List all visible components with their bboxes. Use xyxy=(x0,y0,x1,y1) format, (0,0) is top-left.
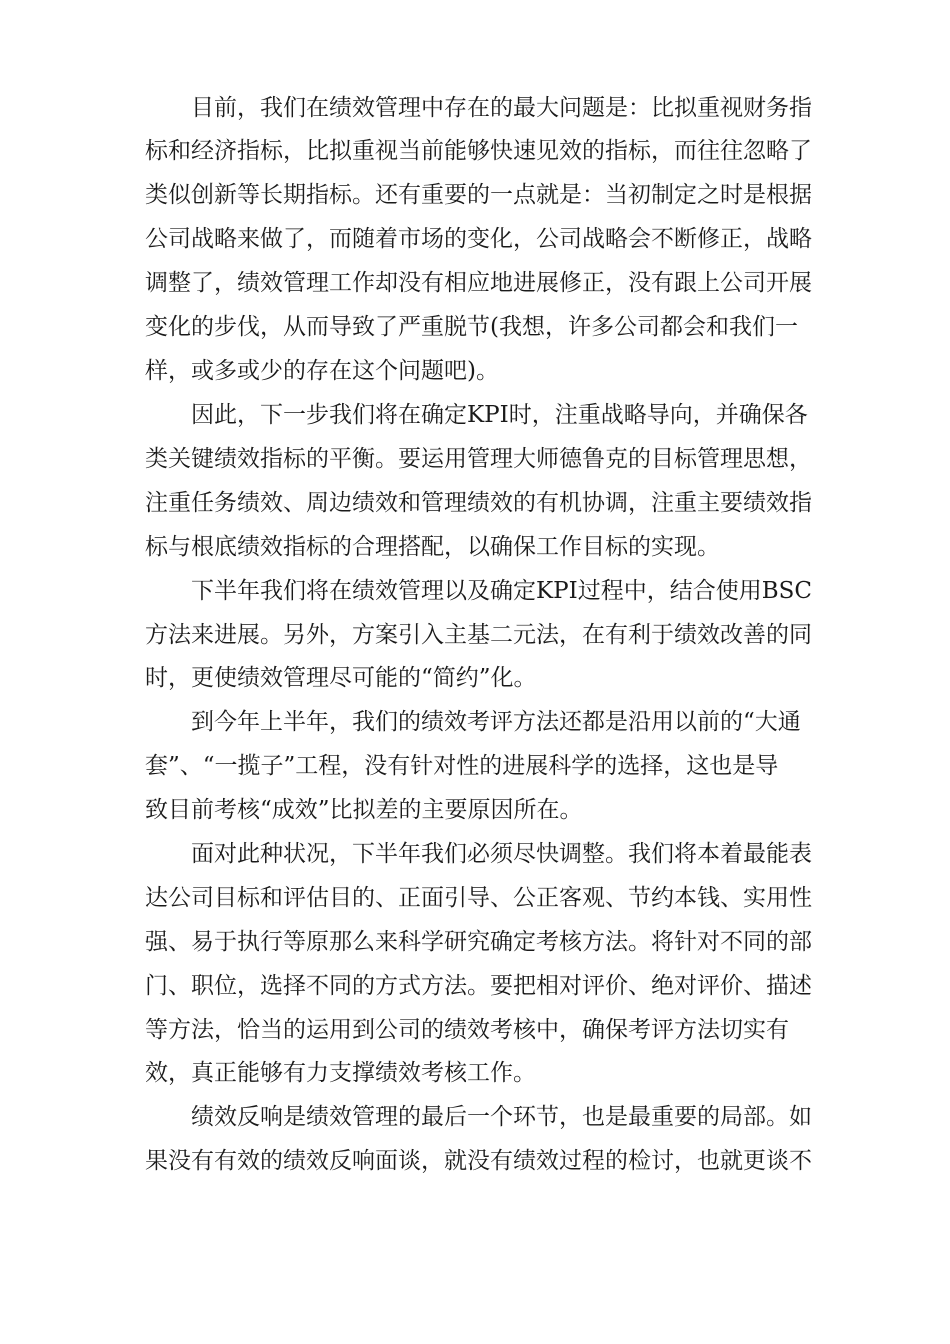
paragraph-6-line-2: 果没有有效的绩效反响面谈，就没有绩效过程的检讨，也就更谈不 xyxy=(145,1148,812,1174)
paragraph-1-line-4: 公司战略来做了，而随着市场的变化，公司战略会不断修正，战略 xyxy=(145,226,812,252)
paragraph-1-line-5: 调整了，绩效管理工作却没有相应地进展修正，没有跟上公司开展 xyxy=(145,270,812,296)
paragraph-1-line-2: 标和经济指标，比拟重视当前能够快速见效的指标，而往往忽略了 xyxy=(145,138,812,164)
paragraph-5-line-5: 等方法，恰当的运用到公司的绩效考核中，确保考评方法切实有 xyxy=(145,1017,789,1043)
paragraph-2-line-4: 标与根底绩效指标的合理搭配，以确保工作目标的实现。 xyxy=(145,534,720,560)
paragraph-3-line-1: 下半年我们将在绩效管理以及确定KPI过程中，结合使用BSC xyxy=(191,578,812,604)
paragraph-5-line-6: 效，真正能够有力支撑绩效考核工作。 xyxy=(145,1060,536,1086)
paragraph-1-line-6: 变化的步伐，从而导致了严重脱节(我想，许多公司都会和我们一 xyxy=(145,314,798,340)
paragraph-5-line-2: 达公司目标和评估目的、正面引导、公正客观、节约本钱、实用性 xyxy=(145,885,812,911)
paragraph-1-line-3: 类似创新等长期指标。还有重要的一点就是：当初制定之时是根据 xyxy=(145,182,812,208)
paragraph-1-line-7: 样，或多或少的存在这个问题吧)。 xyxy=(145,358,499,384)
paragraph-5-line-4: 门、职位，选择不同的方式方法。要把相对评价、绝对评价、描述 xyxy=(145,973,812,999)
paragraph-2-line-2: 类关键绩效指标的平衡。要运用管理大师德鲁克的目标管理思想， xyxy=(145,446,812,472)
paragraph-2-line-1: 因此，下一步我们将在确定KPI时，注重战略导向，并确保各 xyxy=(191,402,808,428)
paragraph-5-line-3: 强、易于执行等原那么来科学研究确定考核方法。将针对不同的部 xyxy=(145,929,812,955)
paragraph-3-line-3: 时，更使绩效管理尽可能的“简约”化。 xyxy=(145,665,537,691)
paragraph-1-line-1: 目前，我们在绩效管理中存在的最大问题是：比拟重视财务指 xyxy=(191,95,812,121)
paragraph-5-line-1: 面对此种状况，下半年我们必须尽快调整。我们将本着最能表 xyxy=(191,841,812,867)
paragraph-4-line-3: 致目前考核“成效”比拟差的主要原因所在。 xyxy=(145,797,583,823)
paragraph-6-line-1: 绩效反响是绩效管理的最后一个环节，也是最重要的局部。如 xyxy=(191,1104,812,1130)
paragraph-2-line-3: 注重任务绩效、周边绩效和管理绩效的有机协调，注重主要绩效指 xyxy=(145,490,812,516)
paragraph-4-line-2: 套”、“一揽子”工程，没有针对性的进展科学的选择，这也是导 xyxy=(145,753,779,779)
paragraph-3-line-2: 方法来进展。另外，方案引入主基二元法，在有利于绩效改善的同 xyxy=(145,622,812,648)
paragraph-4-line-1: 到今年上半年，我们的绩效考评方法还都是沿用以前的“大通 xyxy=(191,709,801,735)
